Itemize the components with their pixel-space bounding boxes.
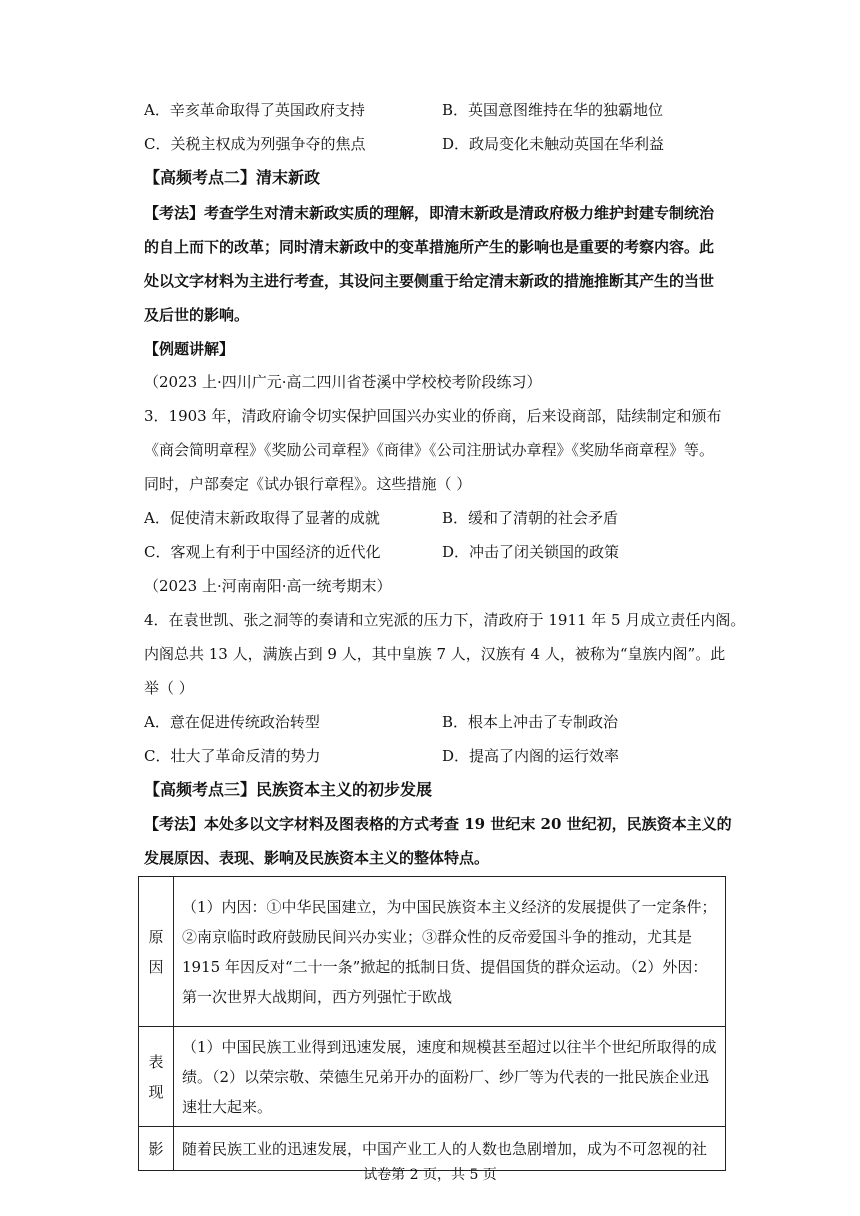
q4-stem-line: 4．在袁世凯、张之洞等的奏请和立宪派的压力下，清政府于 1911 年 5 月成立责任内阁。 xyxy=(144,611,746,629)
section3-method-line: 【考法】本处多以文字材料及图表格的方式考查 19 世纪末 20 世纪初，民族资本主义的 xyxy=(144,815,732,833)
section2-method-line: 的自上而下的改革；同时清末新政中的变革措施所产生的影响也是重要的考察内容。此 xyxy=(144,238,715,256)
table-row xyxy=(139,877,726,1027)
option-a: A．意在促进传统政治转型 xyxy=(144,713,320,731)
row-content: 随着民族工业的迅速发展，中国产业工人的人数也急剧增加，成为不可忽视的社 xyxy=(174,1127,726,1171)
section2-method-line: 及后世的影响。 xyxy=(144,306,250,324)
option-b: B．缓和了清朝的社会矛盾 xyxy=(442,509,619,527)
option-c: C．关税主权成为列强争夺的焦点 xyxy=(144,135,366,153)
q3-stem-line: 《商会简明章程》《奖励公司章程》《商律》《公司注册试办章程》《奖励华商章程》等。 xyxy=(144,441,715,459)
section2-method-line: 处以文字材料为主进行考查，其设问主要侧重于给定清末新政的措施推断其产生的当世 xyxy=(144,272,715,290)
option-b: B．英国意图维持在华的独霸地位 xyxy=(442,101,664,119)
row-label: 影 xyxy=(139,1127,174,1171)
option-c: C．客观上有利于中国经济的近代化 xyxy=(144,543,381,561)
q4-stem-line: 举（ ） xyxy=(144,679,194,697)
example-label: 【例题讲解】 xyxy=(144,340,235,358)
option-d: D．政局变化未触动英国在华利益 xyxy=(442,135,665,153)
table-row xyxy=(139,1027,726,1127)
q3-stem-line: 3．1903 年，清政府谕令切实保护回国兴办实业的侨商，后来设商部，陆续制定和颁布 xyxy=(144,407,722,425)
section2-heading: 【高频考点二】清末新政 xyxy=(144,168,321,187)
option-c: C．壮大了革命反清的势力 xyxy=(144,747,321,765)
row-label: 表 现 xyxy=(139,1027,174,1127)
section3-method-line: 发展原因、表现、影响及民族资本主义的整体特点。 xyxy=(144,849,490,867)
row-label: 原 因 xyxy=(139,877,174,1027)
q4-stem-line: 内阁总共 13 人，满族占到 9 人，其中皇族 7 人，汉族有 4 人，被称为“皇族内阁”。此 xyxy=(144,645,726,663)
option-a: A．辛亥革命取得了英国政府支持 xyxy=(144,101,365,119)
option-b: B．根本上冲击了专制政治 xyxy=(442,713,619,731)
page-footer: 试卷第 2 页，共 5 页 xyxy=(363,1167,497,1183)
row-content: （1）内因：①中华民国建立，为中国民族资本主义经济的发展提供了一定条件；②南京临时政府鼓励民间兴办实业；③群众性的反帝爱国斗争的推动，尤其是 1915 年因反对“二十一条”掀起的抵制日货、提倡国货的群众运动。（2）外因：第一次世界大战期间，西方列强忙于欧战 xyxy=(174,877,726,1027)
q3-source: （2023 上·四川广元·高二四川省苍溪中学校校考阶段练习） xyxy=(144,373,542,391)
option-d: D．提高了内阁的运行效率 xyxy=(442,747,620,765)
option-d: D．冲击了闭关锁国的政策 xyxy=(442,543,620,561)
q4-source: （2023 上·河南南阳·高一统考期末） xyxy=(144,577,392,595)
q3-stem-line: 同时，户部奏定《试办银行章程》。这些措施（ ） xyxy=(144,475,472,493)
capitalism-table xyxy=(138,876,726,1171)
row-content: （1）中国民族工业得到迅速发展，速度和规模甚至超过以往半个世纪所取得的成绩。（2）以荣宗敬、荣德生兄弟开办的面粉厂、纱厂等为代表的一批民族企业迅速壮大起来。 xyxy=(174,1027,726,1127)
option-a: A．促使清末新政取得了显著的成就 xyxy=(144,509,380,527)
section2-method-line: 【考法】考查学生对清末新政实质的理解，即清末新政是清政府极力维护封建专制统治 xyxy=(144,204,715,222)
section3-heading: 【高频考点三】民族资本主义的初步发展 xyxy=(144,780,433,799)
